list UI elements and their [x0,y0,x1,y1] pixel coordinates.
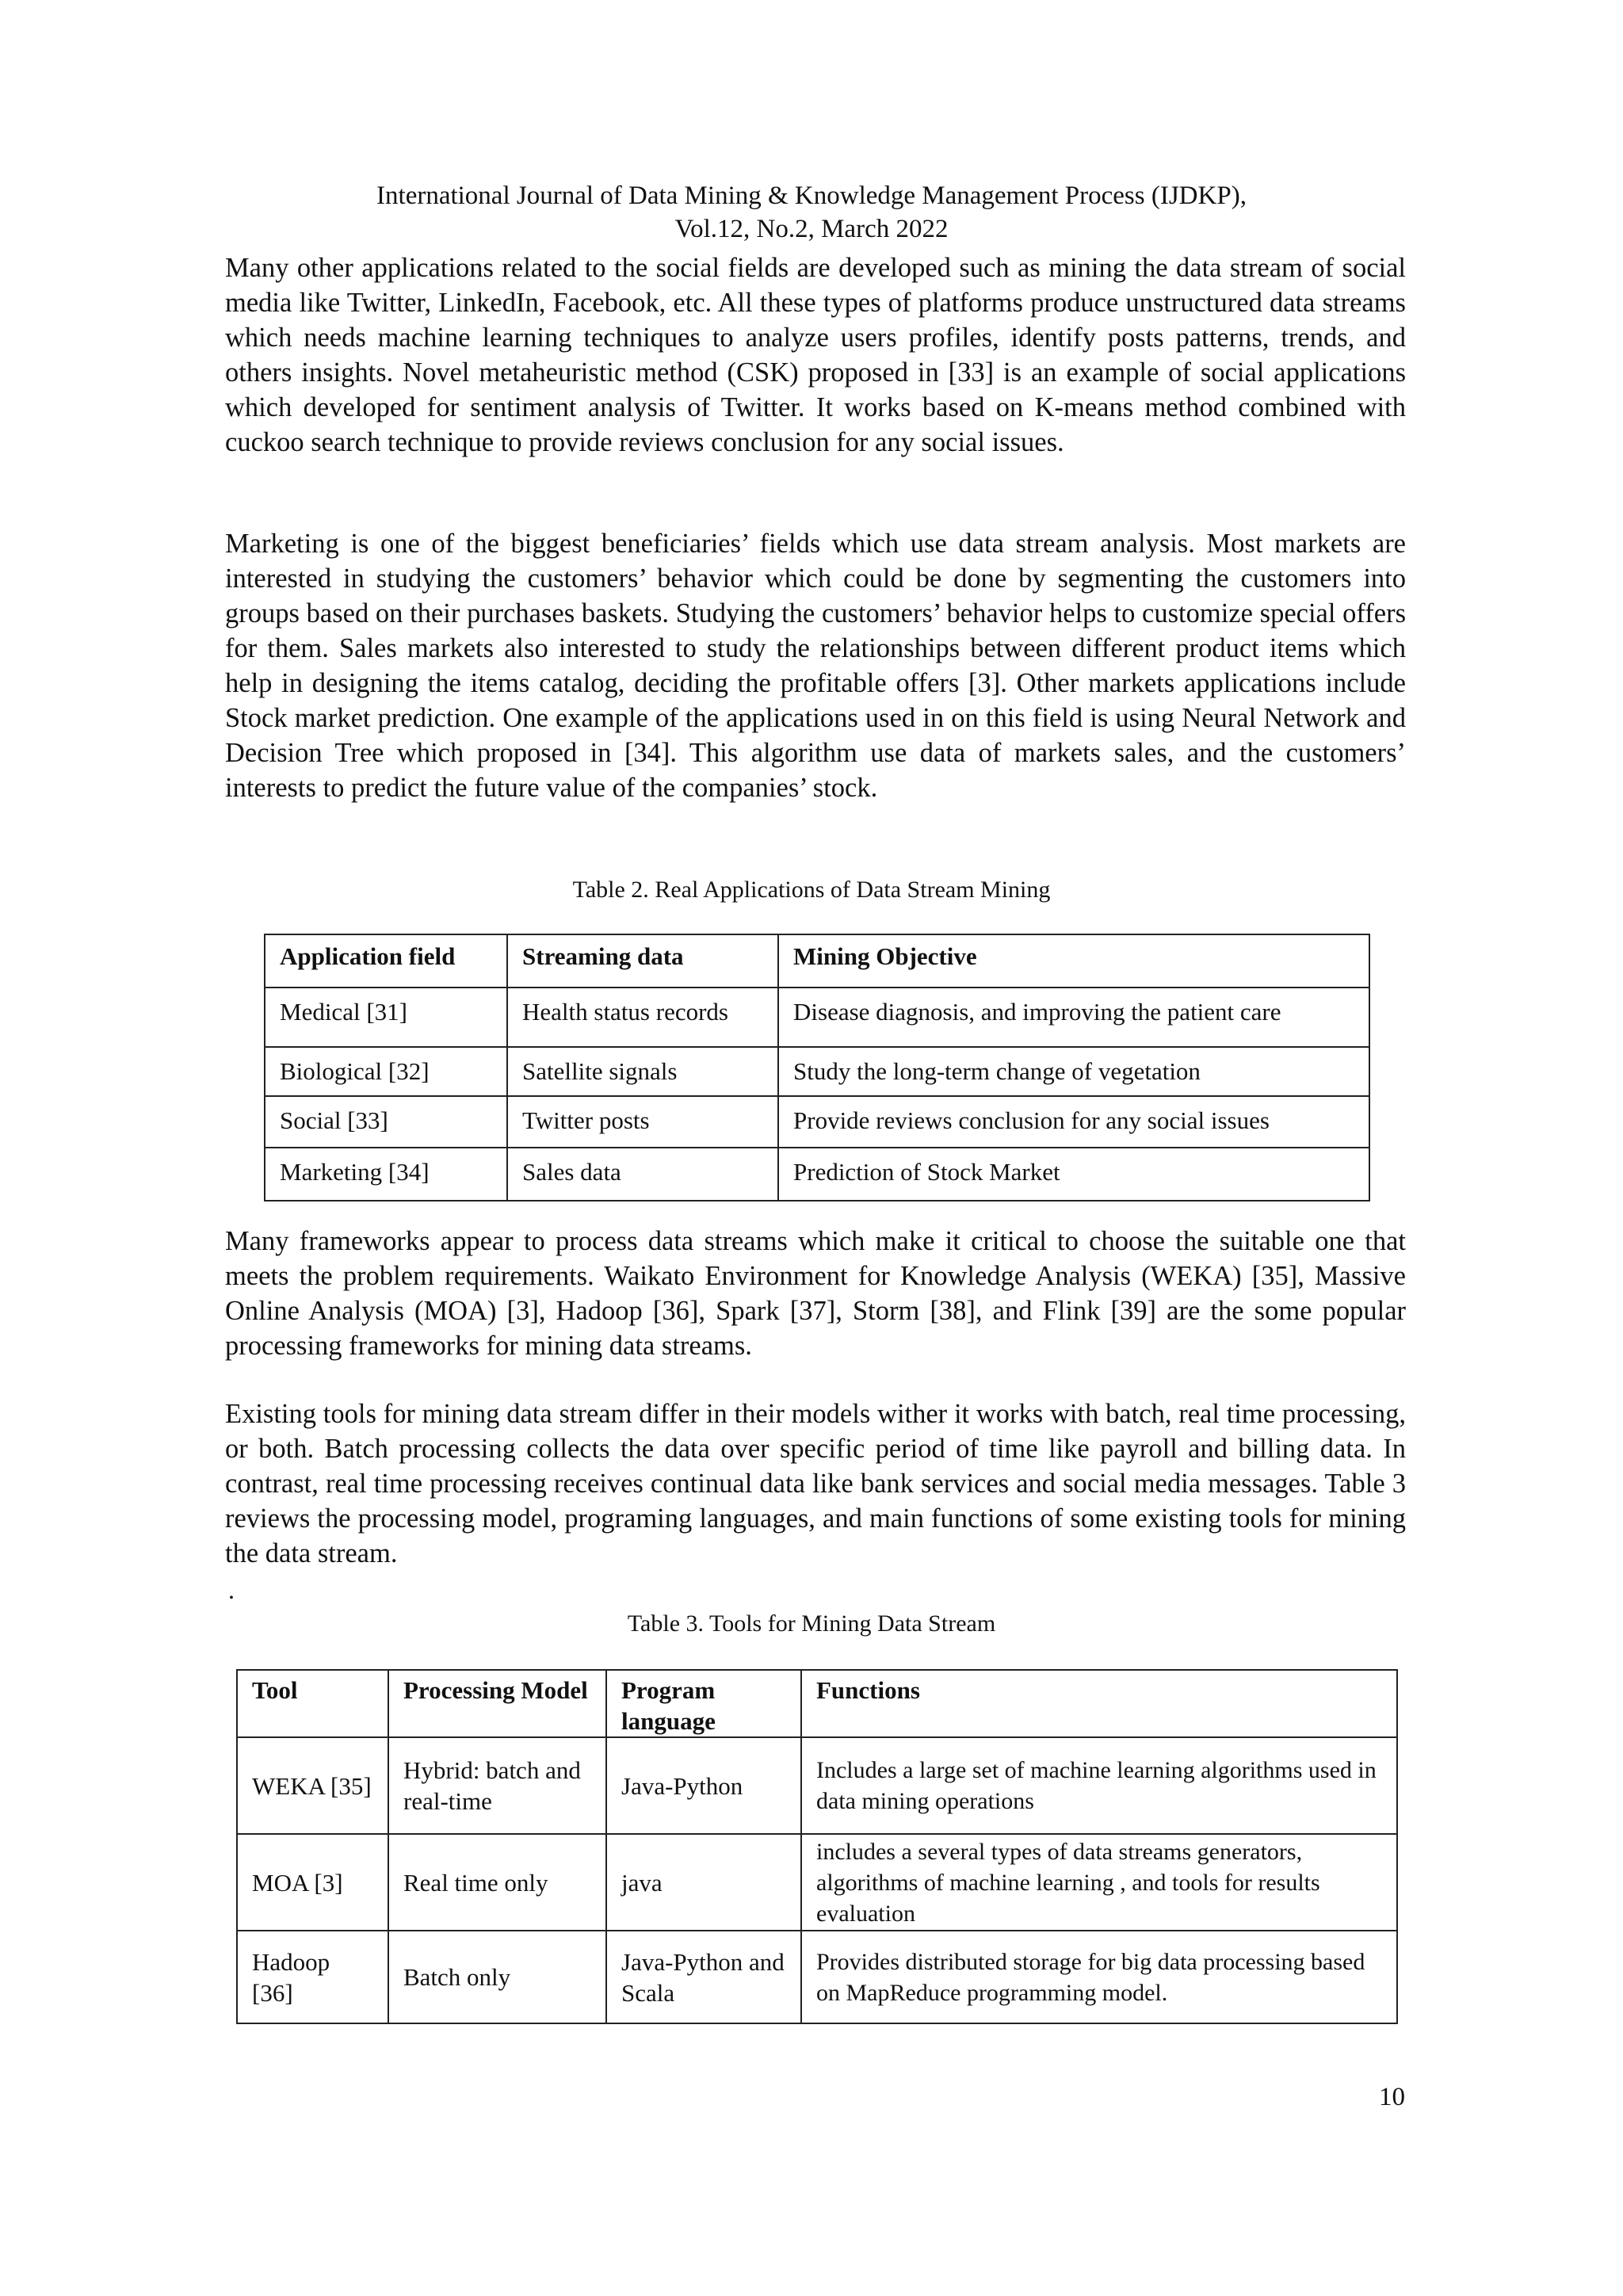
table-cell: Prediction of Stock Market [778,1148,1369,1201]
journal-header [0,179,1623,246]
table-header-cell: Functions [801,1670,1397,1737]
table-header-cell: Processing Model [388,1670,606,1737]
stray-dot: . [228,1576,235,1604]
table-cell: Study the long-term change of vegetation [778,1047,1369,1096]
table-cell: includes a several types of data streams generators, algorithms of machine learning , and tools for results evaluation [801,1834,1397,1931]
paragraph-existing-tools: Existing tools for mining data stream differ in their models wither it works with batch, real time processing, or both. Batch processing collects the data over specific period of time like payroll and billing data. In contrast, real time processing receives continual data like bank services and social media messages. Table 3 reviews the processing model, programing languages, and main functions of some existing tools for mining the data stream. [225,1399,1406,1568]
table-cell: Java-Python [606,1737,801,1834]
table-row [265,1148,1369,1201]
table-row [237,1931,1397,2023]
table-cell: Health status records [507,988,778,1047]
table-cell: MOA [3] [237,1834,388,1931]
table-header-cell: Program language [606,1670,801,1737]
table-cell: WEKA [35] [237,1737,388,1834]
table-header-cell: Mining Objective [778,934,1369,988]
journal-volume: Vol.12, No.2, March 2022 [674,215,949,243]
table-cell: Sales data [507,1148,778,1201]
table-row [237,1834,1397,1931]
table-header-cell: Tool [237,1670,388,1737]
table-cell: Provide reviews conclusion for any social issues [778,1096,1369,1148]
table-header-cell: Application field [265,934,507,988]
paragraph-frameworks: Many frameworks appear to process data streams which make it critical to choose the suitable one that meets the problem requirements. Waikato Environment for Knowledge Analysis (WEKA) [35], Massive Online Analysis (MOA) [3], Hadoop [36], Spark [37], Storm [38], and Flink [39] are the some popular processing frameworks for mining data streams. [225,1226,1406,1361]
table-header-row [265,934,1369,988]
table-row [265,1096,1369,1148]
table-row [265,988,1369,1047]
table-cell: Batch only [388,1931,606,2023]
table-cell: Includes a large set of machine learning algorithms used in data mining operations [801,1737,1397,1834]
paragraph-marketing: Marketing is one of the biggest beneficiaries’ fields which use data stream analysis. Most markets are interested in studying the customers’ behavior which could be done by segmenting the customers into groups based on their purchases baskets. Studying the customers’ behavior helps to customize special offers for them. Sales markets also interested to study the relationships between different product items which help in designing the items catalog, deciding the profitable offers [3]. Other markets applications include Stock market prediction. One example of the applications used in on this field is using Neural Network and Decision Tree which proposed in [34]. This algorithm use data of markets sales, and the customers’ interests to predict the future value of the companies’ stock. [225,529,1406,803]
table2-caption: Table 2. Real Applications of Data Stream Mining [572,877,1051,903]
table-tools [236,1669,1398,2024]
table-real-applications [264,934,1370,1201]
table-cell: Marketing [34] [265,1148,507,1201]
table3-caption: Table 3. Tools for Mining Data Stream [627,1610,996,1637]
table-row [237,1737,1397,1834]
paragraph-social-applications: Many other applications related to the social fields are developed such as mining the data stream of social media like Twitter, LinkedIn, Facebook, etc. All these types of platforms produce unstructured data streams which needs machine learning techniques to analyze users profiles, identify posts patterns, trends, and others insights. Novel metaheuristic method (CSK) proposed in [33] is an example of social applications which developed for sentiment analysis of Twitter. It works based on K-means method combined with cuckoo search technique to provide reviews conclusion for any social issues. [225,253,1406,457]
table-row [265,1047,1369,1096]
table-cell: Real time only [388,1834,606,1931]
table-cell: Hadoop [36] [237,1931,388,2023]
table-cell: Biological [32] [265,1047,507,1096]
table-cell: Java-Python and Scala [606,1931,801,2023]
table-cell: Disease diagnosis, and improving the patient care [778,988,1369,1047]
table-cell: Provides distributed storage for big data processing based on MapReduce programming model. [801,1931,1397,2023]
table-cell: Medical [31] [265,988,507,1047]
table-cell: java [606,1834,801,1931]
table-cell: Social [33] [265,1096,507,1148]
table-cell: Satellite signals [507,1047,778,1096]
table-header-row [237,1670,1397,1737]
page-number: 10 [1379,2083,1405,2111]
table-header-cell: Streaming data [507,934,778,988]
table-cell: Hybrid: batch and real-time [388,1737,606,1834]
table-cell: Twitter posts [507,1096,778,1148]
journal-title: International Journal of Data Mining & Knowledge Management Process (IJDKP), [376,181,1247,210]
